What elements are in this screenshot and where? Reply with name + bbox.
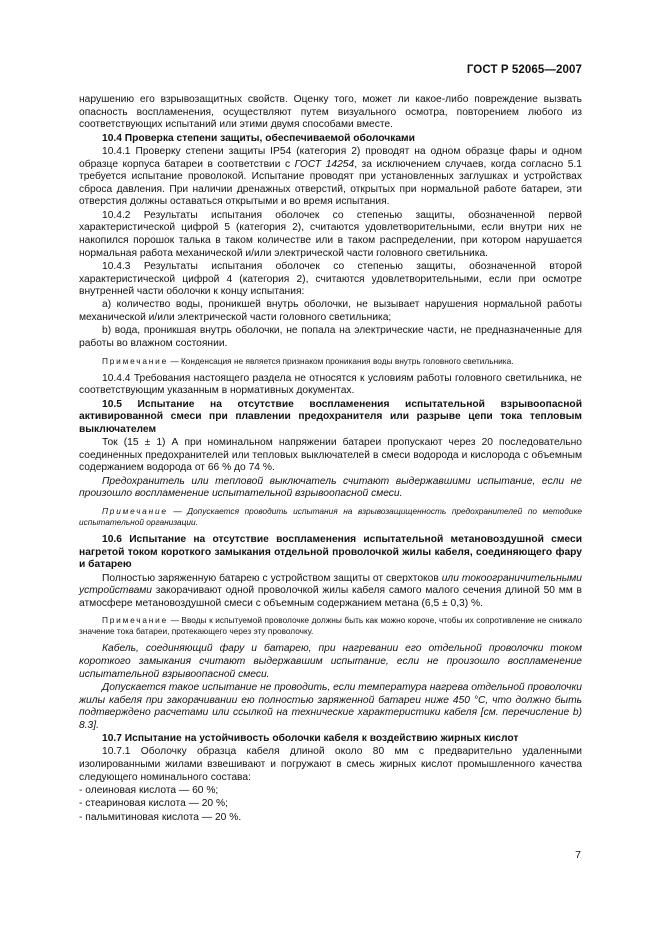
note-label: Примечание bbox=[102, 505, 168, 516]
paragraph-10-7-1: 10.7.1 Оболочку образца кабеля длиной около 80 мм с предварительно удаленными изолированными жилами взвешивают и погружают в смесь жирных кислот промышленного качества следующего номинального состава: bbox=[79, 746, 582, 783]
paragraph-10-6-1: Полностью заряженную батарею с устройством защиты от сверхтоков или токоограничительными устройствами закорачивают одной проволочкой жилы кабеля самого малого сечения длиной 50 мм в атмосфере метановоздушной смеси с объемным содержанием метана (6,5 ± 0,3) %. bbox=[79, 572, 582, 609]
note-3: Примечание — Вводы к испытуемой проволочке должны быть как можно короче, чтобы их сопротивление не снижало значение тока батареи, протекающего через эту проволочку. bbox=[79, 615, 582, 637]
intro-paragraph: нарушению его взрывозащитных свойств. Оценку того, может ли какое-либо повреждение вызвать опасность воспламенения, осуществляют путем визуального осмотра, повторением любого из соответствующих испытаний или этими двумя способами вместе. bbox=[79, 94, 582, 131]
note-2: Примечание — Допускается проводить испытания на взрывозащищенность предохранителей по методике испытательной организации. bbox=[79, 505, 582, 527]
section-10-7-heading: 10.7 Испытание на устойчивость оболочки кабеля к воздействию жирных кислот bbox=[102, 733, 519, 745]
list-item: - олеиновая кислота — 60 %; bbox=[79, 785, 582, 798]
section-10-5-heading: 10.5 Испытание на отсутствие воспламенения испытательной взрывоопасной активированной смеси при плавлении предохранителя или разрыве цепи тока тепловым выключателем bbox=[79, 398, 582, 435]
note-label: Примечание bbox=[102, 615, 169, 626]
page-body bbox=[79, 94, 582, 825]
list-item: - стеариновая кислота — 20 %; bbox=[79, 798, 582, 811]
section-10-6-heading: 10.6 Испытание на отсутствие воспламенения испытательной метановоздушной смеси нагретой током короткого замыкания отдельной проволочкой жилы кабеля, соединяющего фару и батарею bbox=[79, 533, 582, 571]
paragraph-10-4-3: 10.4.3 Результаты испытания оболочек со степенью защиты, обозначенной второй характеристической цифрой 4 (категория 2), считаются удовлетворительными, если при осмотре внутренней части оболочки к концу испытания: bbox=[79, 260, 582, 298]
page-number: 7 bbox=[575, 849, 581, 861]
list-item: - пальмитиновая кислота — 20 %. bbox=[79, 812, 582, 825]
paragraph-10-4-4: 10.4.4 Требования настоящего раздела не относятся к условиям работы головного светильника, не соответствующим указанным в нормативных документах. bbox=[79, 372, 582, 397]
paragraph-10-5-2: Предохранитель или тепловой выключатель считают выдержавшими испытание, если не произошло воспламенение испытательной взрывоопасной смеси. bbox=[79, 475, 582, 500]
acid-composition-list bbox=[79, 785, 582, 824]
paragraph-10-4-2: 10.4.2 Результаты испытания оболочек со степенью защиты, обозначенной первой характеристической цифрой 5 (категория 2), считаются удовлетворительными, если внутри них не накопился порошок талька в таком количестве или в таком распределении, при котором нарушается нормальная работа механической и/или электрической части головного светильника. bbox=[79, 209, 582, 259]
note-1: Примечание — Конденсация не является признаком проникания воды внутрь головного светильника. bbox=[102, 355, 514, 366]
section-10-4-heading: 10.4 Проверка степени защиты, обеспечиваемой оболочками bbox=[102, 132, 415, 144]
note-label: Примечание bbox=[102, 355, 169, 366]
paragraph-10-5-1: Ток (15 ± 1) А при номинальном напряжении батареи пропускают через 20 последовательно соединенных предохранителей или тепловых выключателей в смеси водорода и кислорода с объемным содержанием водорода от 66 % до 74 %. bbox=[79, 437, 582, 474]
document-id-header: ГОСТ Р 52065—2007 bbox=[466, 64, 582, 76]
paragraph-10-4-1: 10.4.1 Проверку степени защиты IP54 (категория 2) проводят на одном образце фары и одном образце корпуса батареи в соответствии с ГОСТ 14254, за исключением случаев, когда согласно 5.1 требуется испытание проволокой. Испытание проводят при установленных заглушках и устройствах сброса давления. При наличии дренажных отверстий, открытых при нормальной работе батареи, эти отверстия должны оставаться открытыми и во время испытания. bbox=[79, 145, 582, 208]
standard-reference: ГОСТ 14254 bbox=[294, 158, 355, 170]
paragraph-10-6-2: Кабель, соединяющий фару и батарею, при нагревании его отдельной проволочки током короткого замыкания считают выдержавшим испытание, если не произошло воспламенение испытательной взрывоопасной смеси. bbox=[79, 643, 582, 680]
paragraph-10-6-3: Допускается такое испытание не проводить, если температура нагрева отдельной проволочки жилы кабеля при закорачивании ею полностью заряженной батареи ниже 450 °С, что должно быть подтверждено расчетами или ссылкой на технические характеристики кабеля [см. перечисление b) 8.3]. bbox=[79, 681, 582, 731]
list-item-b: b) вода, проникшая внутрь оболочки, не попала на электрические части, не предназначенные для работы во влажном состоянии. bbox=[79, 325, 582, 350]
list-item-a: а) количество воды, проникшей внутрь оболочки, не вызывает нарушения нормальной работы механической и/или электрической части головного светильника; bbox=[79, 299, 582, 324]
